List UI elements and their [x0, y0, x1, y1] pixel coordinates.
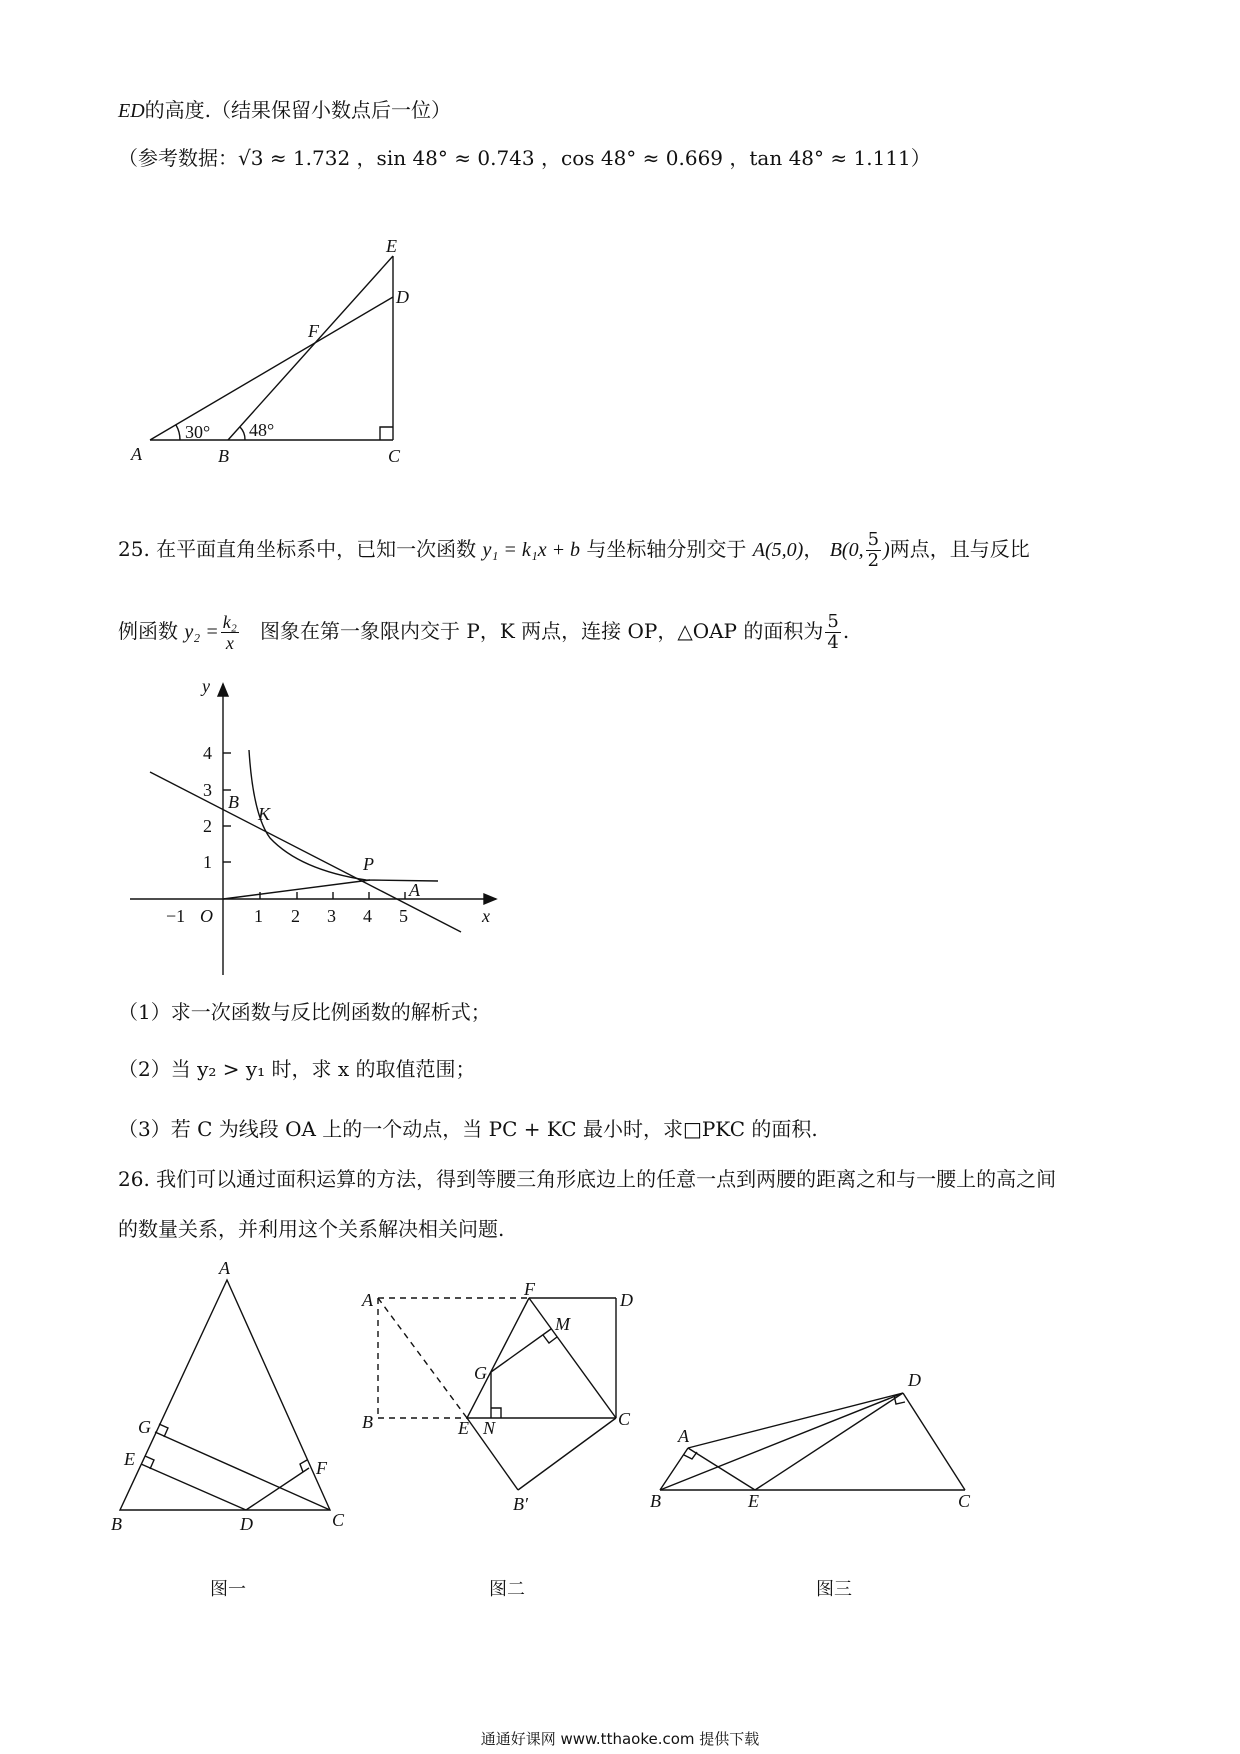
x-axis-label: x	[482, 906, 490, 926]
q24-line-be	[228, 256, 393, 440]
fig2-label-a: A	[362, 1290, 373, 1310]
q25-sub2: （2）当 y₂ > y₁ 时，求 x 的取值范围；	[118, 1057, 476, 1081]
q25-area-frac	[825, 612, 840, 653]
fig3-label-e: E	[748, 1491, 759, 1511]
segment-eb-prime	[467, 1418, 518, 1490]
graph-label-p: P	[363, 854, 374, 874]
segment-fc	[529, 1298, 616, 1418]
inverse-function-curve	[249, 750, 438, 881]
q24-label-c: C	[388, 446, 401, 466]
fig1-label-f: F	[316, 1458, 327, 1478]
y-tick-label: 1	[203, 852, 212, 872]
q25-eq2-den: x	[225, 633, 234, 653]
figure-3	[660, 1393, 965, 1490]
x-tick-label: 4	[363, 906, 372, 926]
segment-ae	[688, 1448, 755, 1490]
q24-angle-arc-b	[240, 427, 245, 440]
fig1-label-d: D	[240, 1514, 253, 1534]
segment-gc	[155, 1432, 330, 1510]
segment-b-prime-c	[518, 1418, 616, 1490]
fig3-caption: 图三	[816, 1579, 852, 1600]
q25-area-den: 4	[827, 632, 839, 653]
q24-angle-a-label: 30°	[185, 422, 211, 442]
fig3-label-c: C	[958, 1491, 971, 1511]
right-angle-mark	[543, 1335, 557, 1343]
fig2-label-m: M	[555, 1314, 570, 1334]
fig2-label-c: C	[618, 1409, 631, 1429]
figure-1	[120, 1280, 330, 1510]
segment-op	[223, 880, 370, 899]
q25-eq2-frac	[221, 612, 239, 653]
q25-number: 25.	[118, 537, 150, 561]
q25-line2	[118, 612, 849, 653]
segment-ba	[660, 1448, 688, 1490]
segment-ed	[141, 1464, 246, 1510]
q25-line1-b: 与坐标轴分别交于	[586, 537, 747, 561]
q25-eq2-num: k₂	[222, 612, 237, 632]
fig2-caption: 图二	[489, 1579, 525, 1600]
x-tick-label: 1	[254, 906, 263, 926]
origin-label: O	[200, 906, 213, 926]
q24-reference-data: （参考数据：√3 ≈ 1.732 ，sin 48° ≈ 0.743 ，cos 48° ≈ 0.669 ，tan 48° ≈ 1.111）	[118, 146, 931, 170]
fig2-label-b: B	[362, 1412, 373, 1432]
q24-label-f: F	[308, 321, 319, 341]
fig1-caption: 图一	[210, 1579, 246, 1600]
var-ed: ED	[118, 100, 145, 122]
q24-right-angle-mark	[380, 427, 393, 440]
graph-label-k: K	[258, 804, 271, 824]
q25-sub3: （3）若 C 为线段 OA 上的一个动点，当 PC + KC 最小时，求□PKC 的面积.	[118, 1117, 818, 1141]
q25-point-b-num: 5	[867, 529, 880, 550]
q25-eq1: y₁ = k₁x + b	[482, 539, 581, 561]
y-axis-label: y	[202, 676, 210, 696]
q25-area-num: 5	[827, 611, 839, 632]
q25-point-b-den: 2	[867, 550, 880, 571]
right-angle-mark	[894, 1395, 905, 1404]
segment-df	[246, 1468, 309, 1510]
q24-line1-text: 的高度.（结果保留小数点后一位）	[144, 98, 452, 122]
graph-label-a: A	[409, 880, 420, 900]
right-angle-mark	[159, 1424, 168, 1437]
fig2-label-e: E	[458, 1418, 469, 1438]
fig1-label-a: A	[219, 1258, 230, 1278]
fig2-label-g: G	[474, 1363, 487, 1383]
q25-eq2-pre: y₂ =	[184, 621, 219, 643]
q25-point-b-post: )	[883, 539, 890, 561]
q24-line1	[118, 96, 451, 125]
linear-function-line	[150, 772, 461, 932]
q24-angle-b-label: 48°	[249, 420, 275, 440]
segment-dc	[903, 1393, 965, 1490]
q24-angle-arc-a	[176, 425, 180, 440]
x-tick-label: 2	[291, 906, 300, 926]
fig2-label-f: F	[524, 1279, 535, 1299]
q25-point-a: A(5,0)	[752, 539, 804, 561]
q25-line1-c: 两点，且与反比	[889, 537, 1030, 561]
fig1-label-e: E	[124, 1449, 135, 1469]
fig2-label-n: N	[483, 1418, 496, 1438]
fig3-label-d: D	[908, 1370, 921, 1390]
segment-gm	[491, 1329, 551, 1372]
graph-label-b: B	[228, 792, 239, 812]
q25-line2-c: P，K 两点，连接 OP，△OAP 的面积为	[466, 619, 824, 643]
y-axis-arrow	[218, 684, 228, 696]
segment-ed	[755, 1393, 903, 1490]
segment-ad	[688, 1393, 903, 1448]
fig1-label-b: B	[111, 1514, 122, 1534]
segment-fe	[467, 1298, 529, 1418]
x-tick-label: 5	[399, 906, 408, 926]
q24-label-a: A	[131, 444, 142, 464]
right-angle-mark	[491, 1408, 501, 1418]
fig2-label-b-prime: B′	[513, 1494, 528, 1514]
q25-sub1: （1）求一次函数与反比例函数的解析式；	[118, 1000, 491, 1024]
q24-label-b: B	[218, 446, 229, 466]
q24-line-ad	[150, 297, 393, 440]
right-angle-mark	[145, 1456, 154, 1469]
y-tick-label: 2	[203, 816, 212, 836]
dashed-ae	[378, 1298, 467, 1418]
y-tick-label: 3	[203, 780, 212, 800]
q25-point-b-frac	[866, 530, 881, 571]
x-axis-arrow	[484, 894, 496, 904]
fig1-label-c: C	[332, 1510, 345, 1530]
q25-line2-b: 图象在第一象限内交于	[260, 619, 461, 643]
page-footer: 通通好课网 www.tthaoke.com 提供下载	[480, 1730, 760, 1748]
q25-line2-a: 例函数	[118, 619, 178, 643]
triangle-abc	[120, 1280, 330, 1510]
q24-label-d: D	[396, 287, 409, 307]
x-tick-label: −1	[166, 906, 186, 926]
segment-bd	[660, 1393, 903, 1490]
q25-line1-a: 在平面直角坐标系中，已知一次函数	[156, 537, 477, 561]
q24-label-e: E	[386, 236, 397, 256]
right-angle-mark	[300, 1460, 307, 1472]
q25-line2-end: .	[842, 619, 850, 643]
q25-point-b-pre: B(0,	[829, 539, 864, 561]
fig3-label-a: A	[678, 1426, 689, 1446]
fig1-label-g: G	[138, 1417, 151, 1437]
fig3-label-b: B	[650, 1491, 661, 1511]
x-tick-label: 3	[327, 906, 336, 926]
y-tick-label: 4	[203, 743, 212, 763]
q25-line1: 25. 在平面直角坐标系中，已知一次函数 y₁ = k₁x + b 与坐标轴分别交于 A(5,0)， B(0, $\frac{5}{2}$ )两点，且与反比	[118, 529, 1030, 571]
q26-line1: 26. 我们可以通过面积运算的方法，得到等腰三角形底边上的任意一点到两腰的距离之和与一腰上的高之间	[118, 1167, 1057, 1191]
fig2-label-d: D	[620, 1290, 633, 1310]
figure-2	[378, 1298, 616, 1490]
right-angle-mark	[684, 1452, 697, 1459]
q26-line2: 的数量关系，并利用这个关系解决相关问题.	[118, 1217, 505, 1241]
